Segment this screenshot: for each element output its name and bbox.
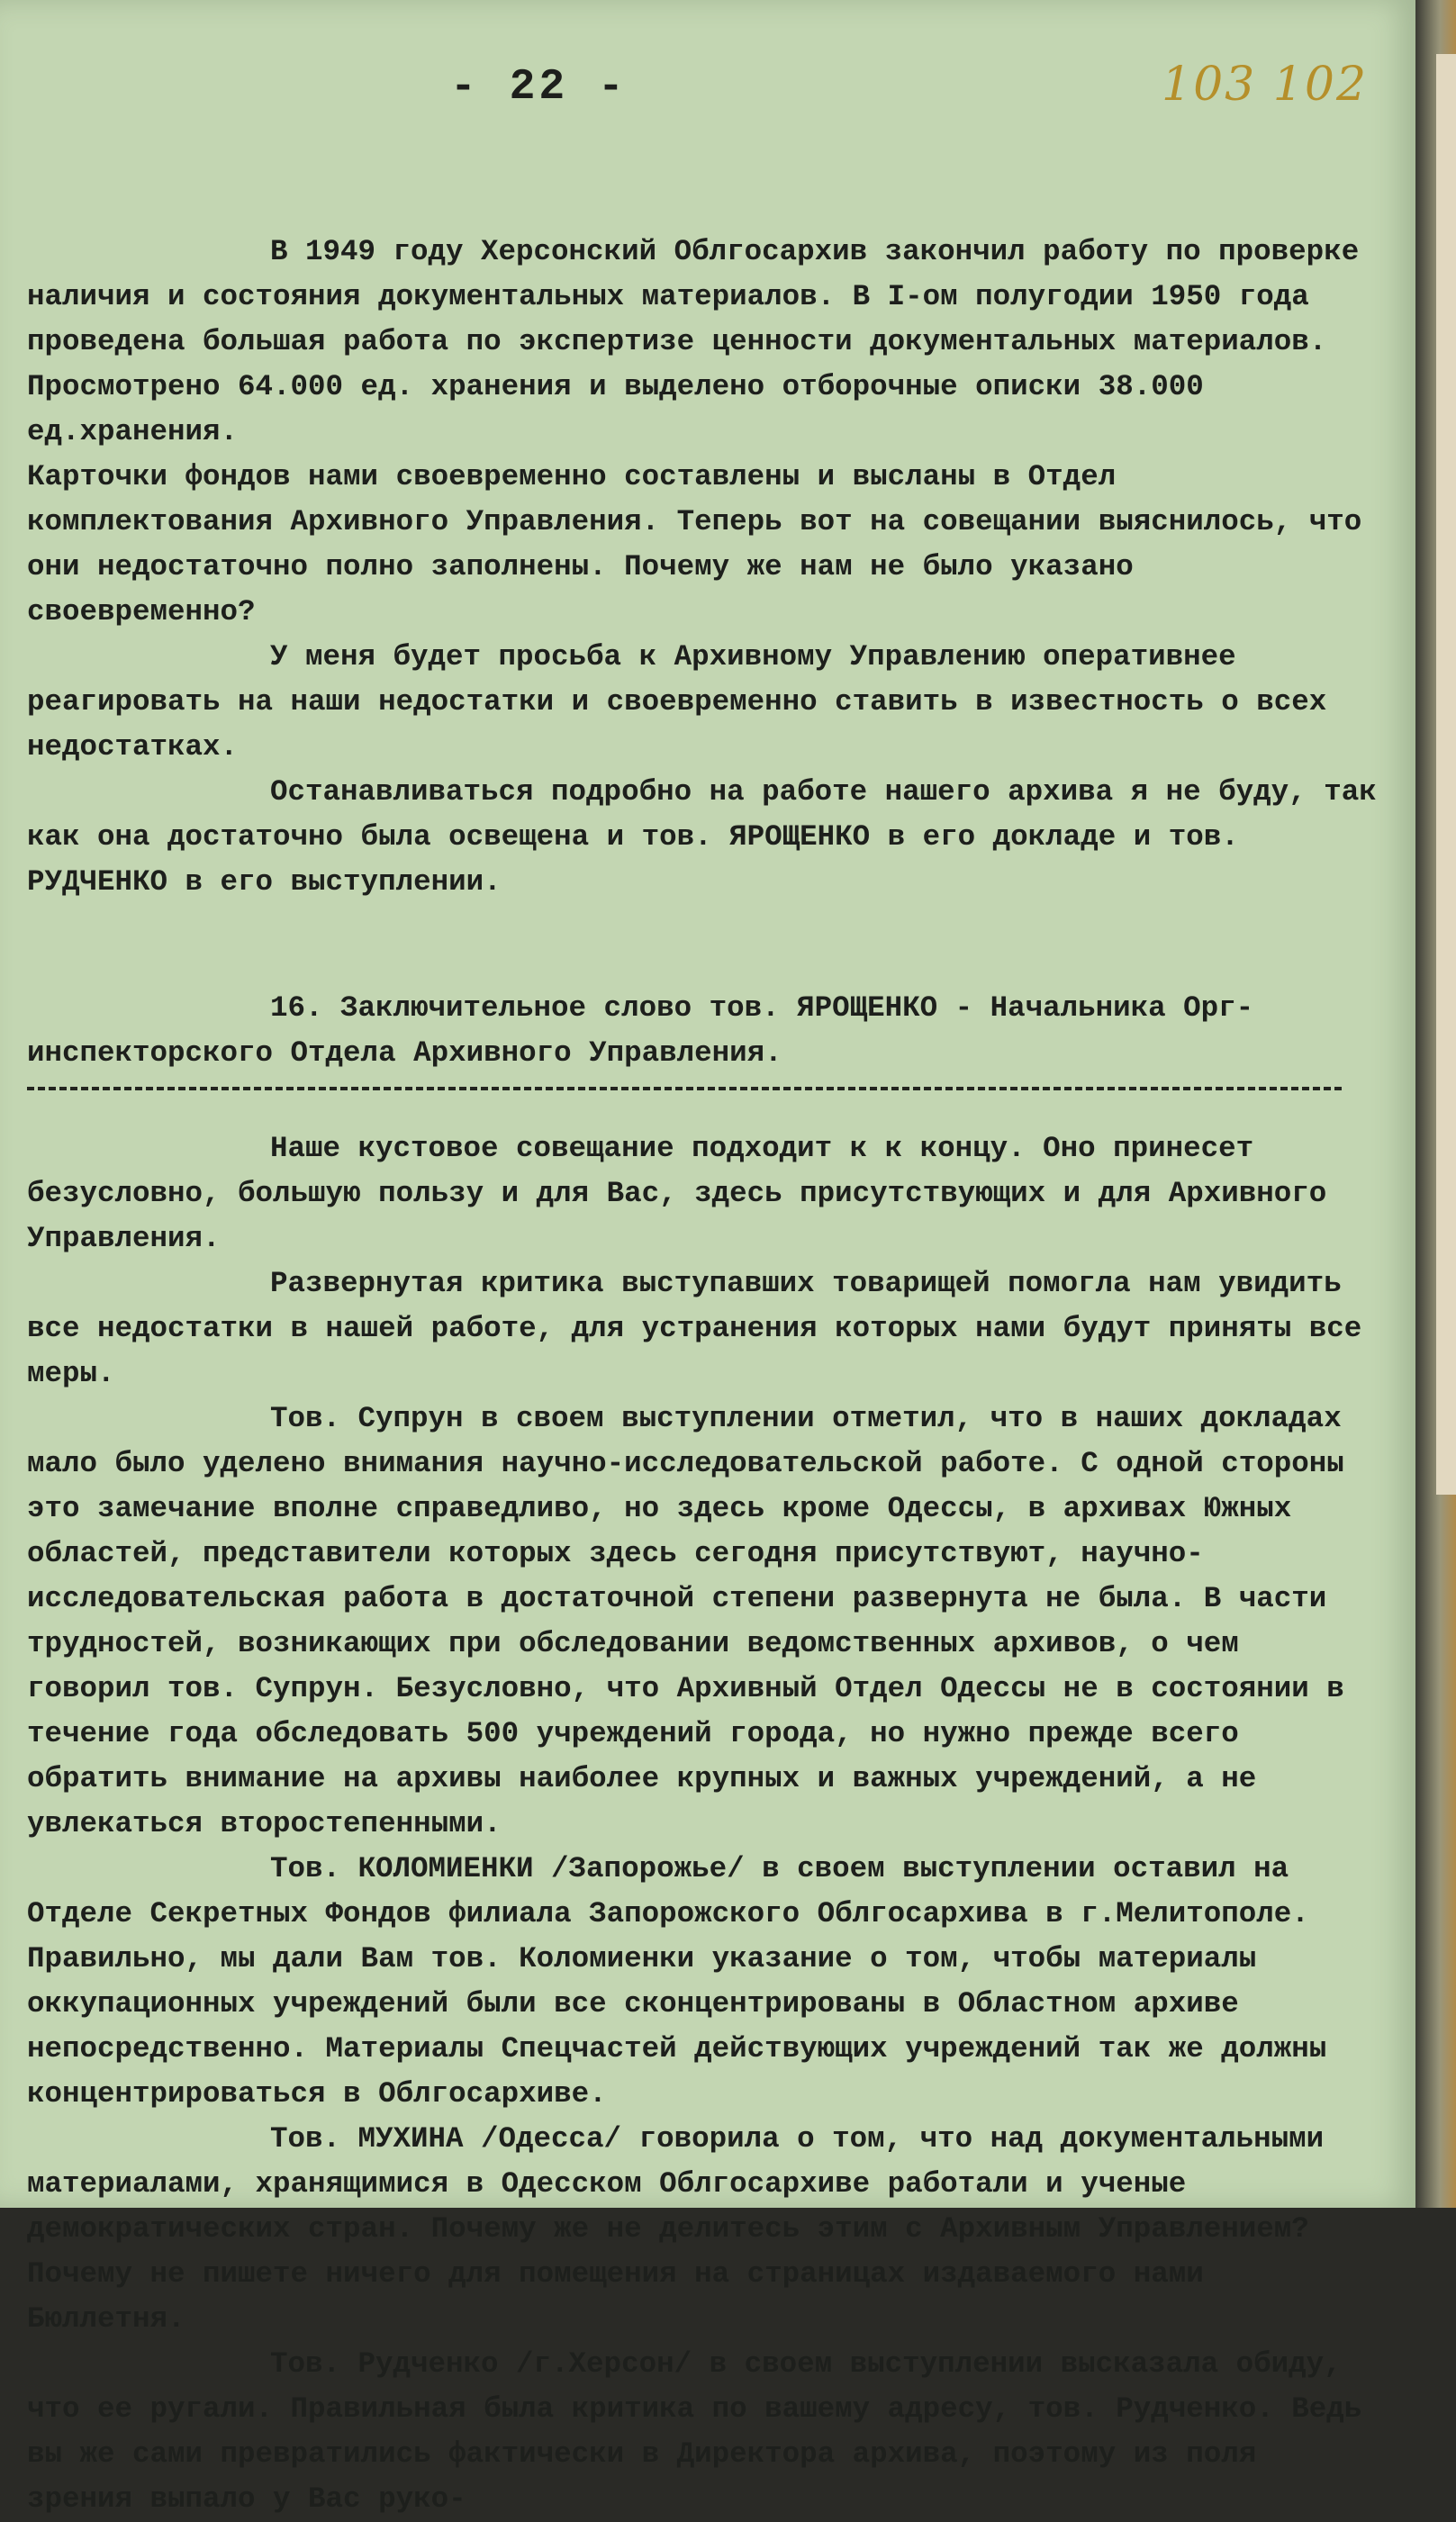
page-number: - 22 - xyxy=(450,63,628,112)
section-divider xyxy=(27,1087,1342,1090)
page-header xyxy=(0,58,1415,135)
paragraph-1: В 1949 году Херсонский Облгосархив закончил работу по проверке наличия и состояния документальных материалов. В I-ом полугодии 1950 года проведена большая работа по экспертизе ценности документальных материалов. Просмотрено 64.000 ед. хранения и выделено отборочные описки 38.000 ед.хранения. xyxy=(27,235,1377,448)
archive-folio-number: 103 102 xyxy=(1162,58,1369,112)
section-heading: 16. Заключительное слово тов. ЯРОЩЕНКО - Начальника Орг-инспекторского Отдела Архивного Управления. xyxy=(27,991,1254,1070)
closing-paragraph-4: Тов. КОЛОМИЕНКИ /Запорожье/ в своем выступлении оставил на Отделе Секретных Фондов филиала Запорожского Облгосархива в г.Мелитополе. Правильно, мы дали Вам тов. Коломиенки указание о том, чтобы материалы оккупационных учреждений были все сконцентрированы в Областном архиве непосредственно. Материалы Спецчастей действующих учреждений так же должны концентрироваться в Облгосархиве. xyxy=(27,1852,1344,2111)
closing-paragraph-1: Наше кустовое совещание подходит к к концу. Оно принесет безусловно, большую пользу и для Вас, здесь присутствующих и для Архивного Управления. xyxy=(27,1132,1344,1255)
document-body xyxy=(27,230,1395,2522)
closing-paragraph-2: Развернутая критика выступавших товарищей помогла нам увидить все недостатки в нашей работе, для устранения которых нами будут приняты все меры. xyxy=(27,1267,1379,1390)
page-edge-strip xyxy=(1436,54,1456,1495)
closing-paragraph-6: Тов. Рудченко /г.Херсон/ в своем выступлении высказала обиду, что ее ругали. Правильная была критика по вашему адресу, тов. Рудченко. Ведь вы же сами превратились фактически в Директора архива, поэтому из поля зрения выпало у Вас руко- xyxy=(27,2347,1379,2516)
paragraph-4: Останавливаться подробно на работе нашего архива я не буду, так как она достаточно была освещена и тов. ЯРОЩЕНКО в его докладе и тов. РУДЧЕНКО в его выступлении. xyxy=(27,775,1395,899)
closing-paragraph-5: Тов. МУХИНА /Одесса/ говорила о том, что над документальными материалами, хранящимися в Одесском Облгосархиве работали и ученые демократических стран. Почему же не делитесь этим с Архивным Управлением? Почему не пишете ничего для помещения на страницах издаваемого нами Бюллетня. xyxy=(27,2122,1342,2336)
paragraph-3: У меня будет просьба к Архивному Управлению оперативнее реагировать на наши недостатки и своевременно ставить в известность о всех недостатках. xyxy=(27,640,1344,764)
paragraph-2: Карточки фондов нами своевременно составлены и высланы в Отдел комплектования Архивного Управления. Теперь вот на совещании выяснилось, что они недостаточно полно заполнены. Почему же нам не было указано своевременно? xyxy=(27,460,1379,628)
closing-paragraph-3: Тов. Супрун в своем выступлении отметил, что в наших докладах мало было уделено внимания научно-исследовательской работе. С одной стороны это замечание вполне справедливо, но здесь кроме Одессы, в архивах Южных областей, представители которых здесь сегодня присутствуют, научно-исследовательская работа в достаточной степени развернута не была. В части трудностей, возникающих при обследовании ведомственных архивов, о чем говорил тов. Супрун. Безусловно, что Архивный Отдел Одессы не в состоянии в течение года обследовать 500 учреждений города, но нужно прежде всего обратить внимание на архивы наиболее крупных и важных учреждений, а не увлекаться второстепенными. xyxy=(27,1402,1362,1840)
